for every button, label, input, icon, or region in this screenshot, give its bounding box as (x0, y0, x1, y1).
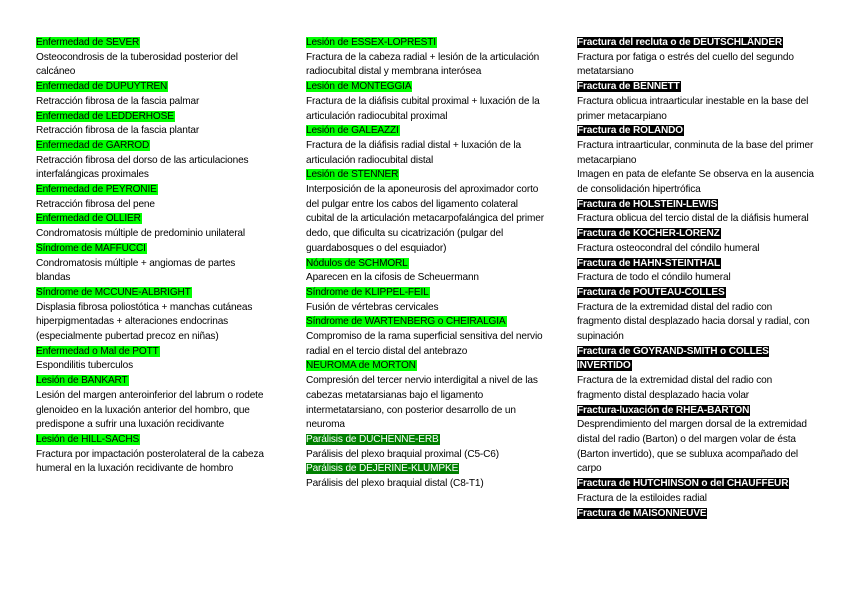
glossary-entry (36, 286, 272, 345)
entry-description: Fractura oblicua del tercio distal de la diáfisis humeral (577, 213, 809, 225)
entry-title: Lesión de HILL-SACHS (36, 433, 140, 445)
entry-description: Fractura intraarticular, conminuta de la base del primer metacarpiano (577, 139, 814, 166)
entry-title: Síndrome de KLIPPEL-FEIL (306, 286, 429, 298)
entry-description: Retracción fibrosa del pene (36, 198, 155, 210)
glossary-entry (577, 124, 817, 168)
glossary-entry (36, 139, 272, 183)
entry-title: Enfermedad o Mal de POTT (36, 345, 159, 357)
entry-description: Imagen en pata de elefante Se observa en la ausencia de consolidación hipertrófica (577, 169, 814, 196)
entry-title: Enfermedad de OLLIER (36, 213, 141, 225)
entry-description: Compromiso de la rama superficial sensitiva del nervio radial en el tercio distal del antebrazo (306, 331, 543, 357)
entry-title: NEUROMA de MORTON (306, 360, 416, 372)
entry-description: Retracción fibrosa de la fascia plantar (36, 125, 200, 137)
glossary-entry (306, 257, 546, 286)
glossary-entry (577, 36, 817, 80)
entry-title: Fractura de GOYRAND-SMITH o COLLES INVERTIDO (577, 345, 769, 372)
glossary-entry (36, 433, 272, 477)
entry-description: Fractura de la diáfisis cubital proximal + luxación de la articulación radiocubital proximal (306, 95, 540, 122)
glossary-entry (306, 80, 546, 124)
entry-title: Fractura de BENNETT (577, 81, 680, 93)
glossary-entry (577, 198, 817, 227)
entry-title: Lesión de MONTEGGIA (306, 81, 412, 93)
entry-title: Lesión de BANKART (36, 375, 128, 387)
entry-description: Fractura de la cabeza radial + lesión de la articulación radiocubital distal y membrana interósea (306, 51, 540, 78)
entry-title: Lesión de GALEAZZI (306, 125, 399, 137)
glossary-entry (577, 168, 817, 197)
entry-description: Displasia fibrosa poliostótica + manchas cutáneas hiperpigmentadas + alteraciones endocrinas (especialmente pubertad precoz en niñas) (36, 301, 253, 343)
entry-description: Interposición de la aponeurosis del aproximador corto del pulgar entre los cabos del ligamento colateral cubital de la articulación metacarpofalángica del primer dedo, que dificulta su cicatrización (pulgar del guardabosques o del esquiador) (306, 184, 544, 254)
entry-description: Fractura de todo el cóndilo humeral (577, 272, 731, 284)
glossary-entry (36, 36, 272, 80)
entry-description: Espondilitis tuberculos (36, 360, 133, 372)
entry-title: Nódulos de SCHMORL (306, 257, 408, 269)
glossary-entry (577, 257, 817, 286)
entry-description: Fractura oblicua intraarticular inestable en la base del primer metacarpiano (577, 95, 809, 122)
entry-title: Lesión de ESSEX-LOPRESTI (306, 37, 436, 48)
glossary-entry (36, 374, 272, 433)
entry-title: Fractura del recluta o de DEUTSCHLÄNDER (577, 37, 783, 48)
glossary-entry (36, 110, 272, 139)
entry-title: Fractura de KOCHER-LÖRENZ (577, 228, 720, 240)
entry-description: Condromatosis múltiple + angiomas de partes blandas (36, 257, 236, 284)
entry-title: Parálisis de DUCHENNE-ERB (306, 433, 439, 445)
entry-title: Enfermedad de LEDDERHOSE (36, 110, 174, 122)
glossary-entry (577, 507, 817, 522)
glossary-entry (577, 80, 817, 124)
entry-title: Síndrome de WARTENBERG o CHEIRALGIA (306, 316, 506, 328)
entry-title: Enfermedad de GARROD (36, 139, 150, 151)
glossary-entry (36, 345, 272, 374)
entry-title: Parálisis de DÉJERINE-KLUMPKE (306, 463, 459, 475)
entry-description: Retracción fibrosa de la fascia palmar (36, 95, 200, 107)
glossary-entry (577, 286, 817, 345)
glossary-entry (36, 242, 272, 286)
glossary-entry (306, 462, 546, 491)
column-right (577, 36, 817, 521)
glossary-entry (306, 124, 546, 168)
entry-description: Lesión del margen anteroinferior del labrum o rodete glenoideo en la luxación anterior del hombro, que predispone a sufrir una luxación recidivante (36, 389, 264, 431)
glossary-entry (36, 183, 272, 212)
entry-description: Desprendimiento del margen dorsal de la extremidad distal del radio (Barton) o del margen volar de ésta (Barton invertido), que se subluxa acompañado del carpo (577, 419, 807, 475)
entry-description: Fractura de la extremidad distal del radio con fragmento distal desplazado hacia dorsal y radial, con supinación (577, 301, 810, 343)
entry-title: Síndrome de MCCUNE-ALBRIGHT (36, 286, 191, 298)
entry-title: Fractura de HOLSTEIN-LEWIS (577, 198, 718, 210)
entry-description: Retracción fibrosa del dorso de las articulaciones interfalángicas proximales (36, 154, 249, 181)
entry-title: Fractura de ROLANDO (577, 125, 683, 137)
glossary-entry (306, 315, 546, 359)
entry-title: Fractura de POUTEAU-COLLES (577, 286, 725, 298)
entry-title: Enfermedad de PEYRONIE (36, 184, 157, 196)
entry-title: Fractura-luxación de RHEA-BARTON (577, 404, 750, 416)
entry-description: Condromatosis múltiple de predominio unilateral (36, 228, 245, 240)
entry-title: Síndrome de MAFFUCCI (36, 242, 146, 254)
entry-description: Fractura de la diáfisis radial distal + luxación de la articulación radiocubital distal (306, 139, 521, 166)
glossary-entry (306, 433, 546, 462)
entry-title: Fractura de HAHN-STEINTHAL (577, 257, 721, 269)
entry-title: Fractura de HUTCHINSON o del CHAUFFEUR (577, 478, 789, 490)
entry-description: Parálisis del plexo braquial proximal (C5-C6) (306, 448, 499, 460)
entry-title: Fractura de MAISONNEUVE (577, 507, 707, 519)
glossary-entry (36, 212, 272, 241)
column-left (36, 36, 272, 477)
entry-description: Fusión de vértebras cervicales (306, 301, 439, 313)
glossary-entry (577, 404, 817, 478)
entry-description: Fractura de la estiloides radial (577, 492, 707, 504)
glossary-entry (306, 168, 546, 256)
glossary-entry (577, 477, 817, 506)
entry-description: Fractura por fatiga o estrés del cuello del segundo metatarsiano (577, 51, 794, 78)
entry-title: Enfermedad de SEVER (36, 37, 140, 48)
glossary-entry (306, 286, 546, 315)
glossary-entry (36, 80, 272, 109)
entry-title: Enfermedad de DUPUYTREN (36, 81, 168, 93)
glossary-entry (577, 227, 817, 256)
entry-description: Compresión del tercer nervio interdigital a nivel de las cabezas metatarsianas bajo el ligamento intermetatarsiano, con posterior desarrollo de un neuroma (306, 375, 538, 431)
entry-description: Aparecen en la cifosis de Scheuermann (306, 272, 479, 284)
glossary-entry (577, 345, 817, 404)
entry-description: Fractura de la extremidad distal del radio con fragmento distal desplazado hacia volar (577, 375, 773, 401)
entry-description: Fractura osteocondral del cóndilo humeral (577, 242, 760, 254)
entry-description: Fractura por impactación posterolateral de la cabeza humeral en la luxación recidivante de hombro (36, 448, 264, 475)
glossary-entry (306, 36, 546, 80)
entry-description: Parálisis del plexo braquial distal (C8-T1) (306, 478, 484, 490)
entry-title: Lesión de STENNER (306, 169, 399, 181)
glossary-entry (306, 359, 546, 433)
entry-description: Osteocondrosis de la tuberosidad posterior del calcáneo (36, 51, 238, 78)
column-middle (306, 36, 546, 492)
